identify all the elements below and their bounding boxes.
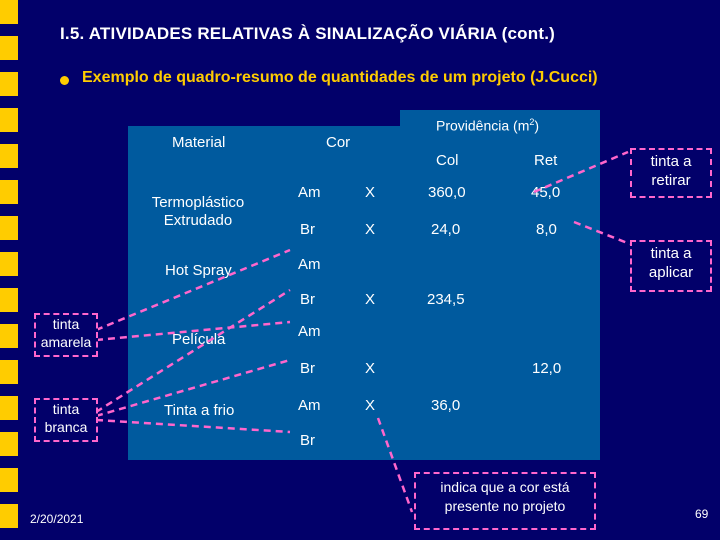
connector-amarela: [96, 250, 290, 330]
callout-tinta-retirar: tinta a retirar: [630, 148, 712, 198]
cell-cor: Br: [300, 432, 315, 449]
connector-aplicar: [574, 222, 630, 244]
connector-branca: [96, 290, 290, 412]
connector-amarela-2: [96, 322, 290, 340]
material-hot-spray: Hot Spray: [165, 262, 232, 279]
cell-col: 36,0: [431, 397, 461, 414]
callout-tinta-aplicar: tinta a aplicar: [630, 240, 712, 292]
header-ret: Ret: [534, 152, 558, 169]
material-termoplastico: Termoplástico Extrudado: [151, 194, 245, 229]
cell-ret: 8,0: [536, 221, 557, 238]
cell-col: 24,0: [431, 221, 461, 238]
cell-cor: Br: [300, 291, 315, 308]
header-cor: Cor: [326, 134, 351, 151]
slide-date: 2/20/2021: [30, 512, 84, 526]
connector-branca-2: [96, 360, 290, 416]
connector-retirar: [534, 152, 628, 192]
header-providencia-close: ): [534, 117, 540, 134]
header-providencia-superscript: 2: [529, 117, 535, 127]
material-pelicula: Película: [172, 331, 226, 348]
callout-tinta-branca: tinta branca: [34, 398, 98, 442]
cell-ret: 45,0: [531, 184, 561, 201]
bullet-text: Exemplo de quadro-resumo de quantidades de um projeto (J.Cucci): [82, 69, 598, 86]
connector-branca-3: [96, 420, 290, 432]
cell-cor: Am: [298, 256, 321, 273]
cell-mark: X: [364, 397, 376, 414]
cell-col: 234,5: [427, 291, 465, 308]
cell-cor: Am: [298, 323, 321, 340]
material-tinta-frio: Tinta a frio: [164, 402, 235, 419]
cell-cor: Br: [300, 360, 315, 377]
cell-mark: X: [364, 221, 376, 238]
header-material: Material: [172, 134, 226, 151]
cell-col: 360,0: [428, 184, 466, 201]
cell-ret: 12,0: [532, 360, 562, 377]
page-number: 69: [695, 507, 709, 521]
slide-title: I.5. ATIVIDADES RELATIVAS À SINALIZAÇÃO VIÁRIA (cont.): [60, 24, 555, 43]
cell-mark: X: [364, 184, 376, 201]
cell-cor: Am: [298, 397, 321, 414]
callout-tinta-amarela: tinta amarela: [34, 313, 98, 357]
callout-indica: indica que a cor está presente no projeto: [414, 472, 596, 530]
header-col: Col: [436, 152, 459, 169]
cell-cor: Am: [298, 184, 321, 201]
header-providencia-label: Providência (m: [436, 117, 530, 134]
connector-indica: [378, 418, 412, 512]
cell-mark: X: [364, 291, 376, 308]
cell-cor: Br: [300, 221, 315, 238]
cell-mark: X: [364, 360, 376, 377]
